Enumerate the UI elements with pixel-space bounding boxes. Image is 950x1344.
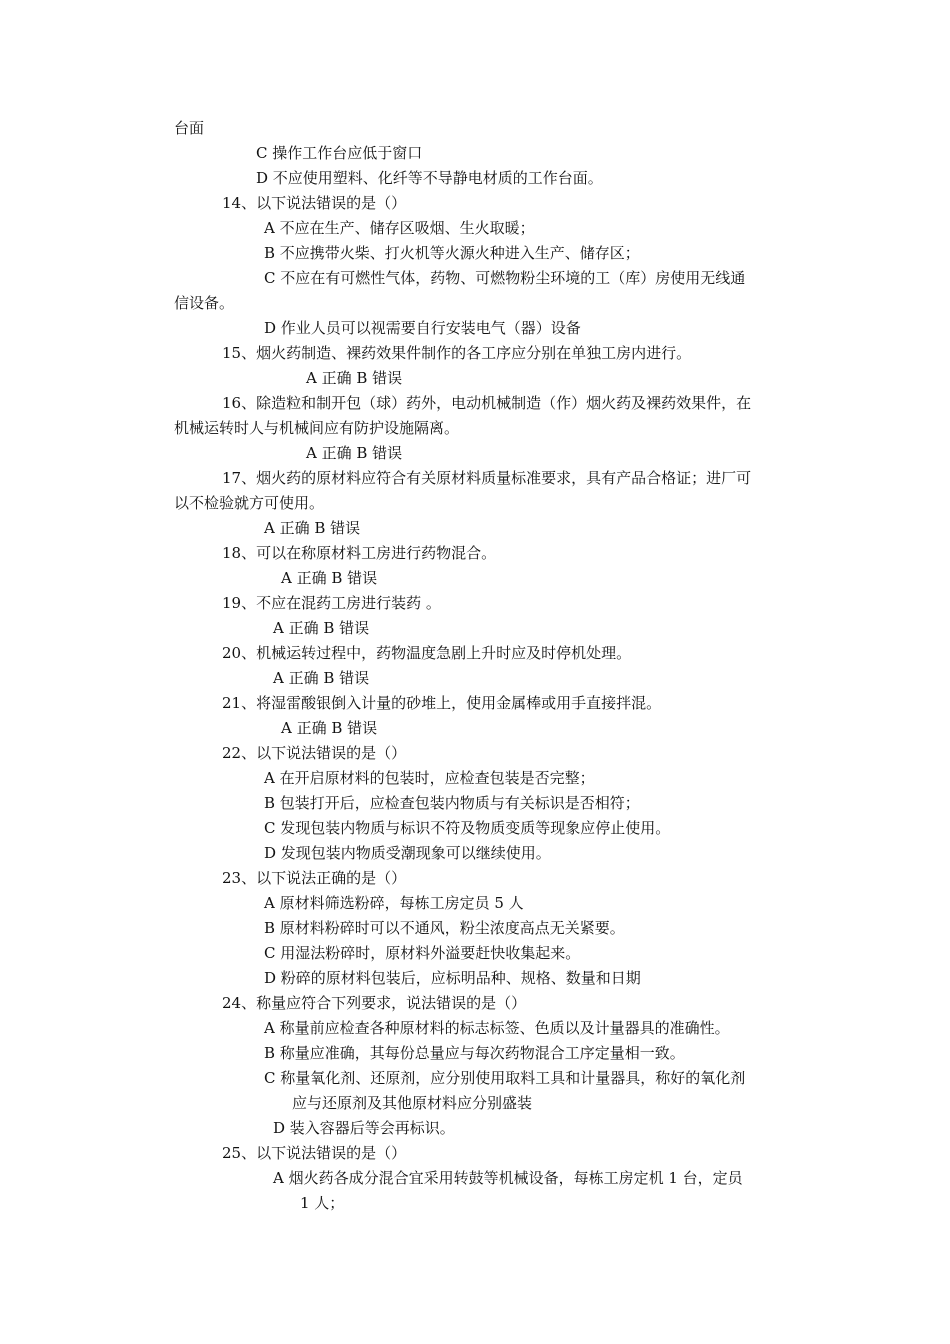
question-17: 17、烟火药的原材料应符合有关原材料质量标准要求，具有产品合格证；进厂可	[222, 469, 752, 487]
question-21: 21、将湿雷酸银倒入计量的砂堆上，使用金属棒或用手直接拌混。	[222, 694, 662, 712]
option-a: A 原材料筛选粉碎，每栋工房定员 5 人	[264, 894, 524, 912]
question-18: 18、可以在称原材料工房进行药物混合。	[222, 544, 497, 562]
question-25: 25、以下说法错误的是（）	[222, 1144, 407, 1162]
option-a: A 称量前应检查各种原材料的标志标签、色质以及计量器具的准确性。	[264, 1019, 730, 1037]
option-a: A 不应在生产、储存区吸烟、生火取暖；	[264, 219, 535, 237]
text-line: 信设备。	[174, 294, 235, 312]
text-line: 1 人；	[300, 1194, 345, 1212]
answer-options: A 正确 B 错误	[273, 669, 370, 687]
option-a: A 烟火药各成分混合宜采用转鼓等机械设备，每栋工房定机 1 台，定员	[273, 1169, 743, 1187]
answer-options: A 正确 B 错误	[281, 569, 378, 587]
answer-options: A 正确 B 错误	[264, 519, 361, 537]
question-23: 23、以下说法正确的是（）	[222, 869, 407, 887]
answer-options: A 正确 B 错误	[306, 369, 403, 387]
option-b: B 称量应准确，其每份总量应与每次药物混合工序定量相一致。	[264, 1044, 685, 1062]
option-c: C 用湿法粉碎时，原材料外溢要赶快收集起来。	[264, 944, 581, 962]
option-c: C 操作工作台应低于窗口	[256, 144, 423, 162]
option-b: B 包装打开后，应检查包装内物质与有关标识是否相符；	[264, 794, 640, 812]
option-c: C 称量氧化剂、还原剂，应分别使用取料工具和计量器具，称好的氧化剂	[264, 1069, 746, 1087]
question-14: 14、以下说法错误的是（）	[222, 194, 407, 212]
option-c: C 不应在有可燃性气体，药物、可燃物粉尘环境的工（库）房使用无线通	[264, 269, 746, 287]
question-16: 16、除造粒和制开包（球）药外，电动机械制造（作）烟火药及裸药效果件，在	[222, 394, 752, 412]
option-d: D 粉碎的原材料包装后，应标明品种、规格、数量和日期	[264, 969, 641, 987]
option-d: D 不应使用塑料、化纤等不导静电材质的工作台面。	[256, 169, 603, 187]
option-d: D 发现包装内物质受潮现象可以继续使用。	[264, 844, 551, 862]
text-line: 应与还原剂及其他原材料应分别盛装	[292, 1094, 533, 1112]
question-15: 15、烟火药制造、裸药效果件制作的各工序应分别在单独工房内进行。	[222, 344, 692, 362]
question-22: 22、以下说法错误的是（）	[222, 744, 407, 762]
option-a: A 在开启原材料的包装时，应检查包装是否完整；	[264, 769, 595, 787]
question-20: 20、机械运转过程中，药物温度急剧上升时应及时停机处理。	[222, 644, 632, 662]
option-d: D 作业人员可以视需要自行安装电气（器）设备	[264, 319, 581, 337]
answer-options: A 正确 B 错误	[273, 619, 370, 637]
option-b: B 不应携带火柴、打火机等火源火种进入生产、储存区；	[264, 244, 640, 262]
option-b: B 原材料粉碎时可以不通风，粉尘浓度高点无关紧要。	[264, 919, 625, 937]
answer-options: A 正确 B 错误	[281, 719, 378, 737]
text-line: 以不检验就方可使用。	[174, 494, 325, 512]
option-d: D 装入容器后等会再标识。	[273, 1119, 455, 1137]
text-line: 机械运转时人与机械间应有防护设施隔离。	[174, 419, 460, 437]
question-19: 19、不应在混药工房进行装药 。	[222, 594, 441, 612]
option-c: C 发现包装内物质与标识不符及物质变质等现象应停止使用。	[264, 819, 671, 837]
text-line: 台面	[174, 119, 205, 137]
question-24: 24、称量应符合下列要求，说法错误的是（）	[222, 994, 527, 1012]
answer-options: A 正确 B 错误	[306, 444, 403, 462]
